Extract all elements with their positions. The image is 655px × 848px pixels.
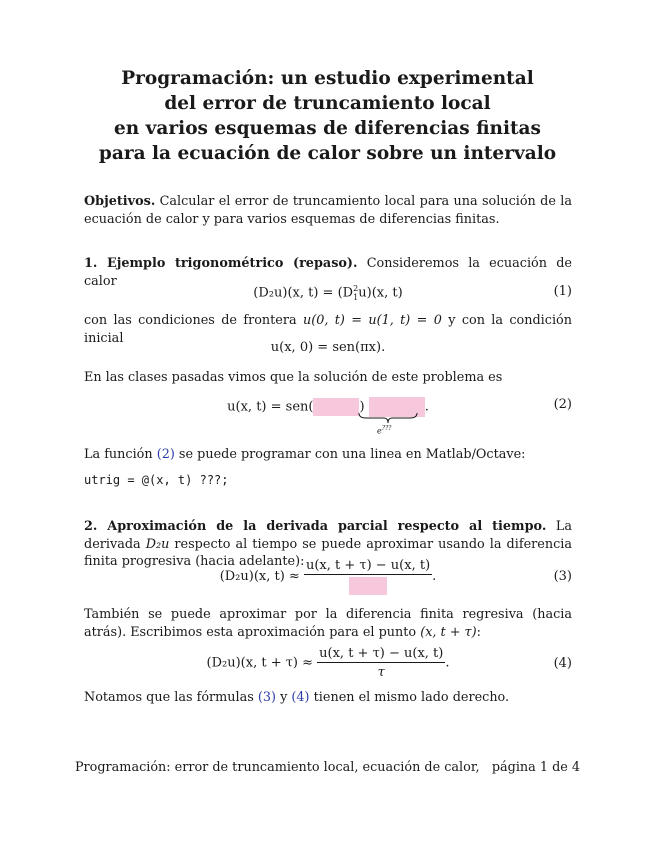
blank-denominator[interactable] xyxy=(349,577,387,595)
eq1-number: (1) xyxy=(553,284,572,299)
boundary-conditions-text: con las condiciones de frontera u(0, t) = u(1, t) = 0 y con la condición inicial xyxy=(84,313,572,346)
initial-condition-equation xyxy=(84,340,572,358)
equation-3 xyxy=(84,558,572,600)
eq3-lhs: (D₂u)(x, t) ≈ xyxy=(219,569,300,584)
eq1-rhs: u)(x, t) xyxy=(358,285,403,301)
eq3-end: . xyxy=(432,569,437,584)
page-title xyxy=(60,66,595,166)
title-line-2: del error de truncamiento local xyxy=(164,93,491,114)
equation-2 xyxy=(84,397,572,417)
eq4-lhs: (D₂u)(x, t + τ) ≈ xyxy=(206,655,314,671)
section2-heading: 2. Aproximación de la derivada parcial respecto al tiempo. xyxy=(84,519,547,534)
section2-intro: 2. Aproximación de la derivada parcial respecto al tiempo. La derivada D₂u respecto al tiempo se puede aproximar usando la diferencia finita progresiva (hacia adelante): xyxy=(84,519,572,569)
function-text: La función (2) se puede programar con una linea en Matlab/Octave: xyxy=(84,447,526,462)
code-snippet: utrig = @(x, t) ???; xyxy=(84,473,229,487)
eq4-fraction xyxy=(317,646,445,680)
eq3-numerator: u(x, t + τ) − u(x, t) xyxy=(305,558,431,573)
ref-eq3-link[interactable]: (3) xyxy=(257,690,277,705)
eq1-lhs: (D₂u)(x, t) = (D xyxy=(253,285,354,301)
title-line-3: en varios esquemas de diferencias finitas xyxy=(114,118,541,139)
note-text: Notamos que las fórmulas (3) y (4) tienen el mismo lado derecho. xyxy=(84,690,510,705)
title-line-4: para la ecuación de calor sobre un intervalo xyxy=(98,143,557,164)
eq4-end: . xyxy=(445,655,450,671)
eq2-lhs: u(x, t) = sen( xyxy=(227,399,314,415)
underbrace-label: e??? xyxy=(377,425,392,436)
section1-intro-text: Consideremos la ecuación de calor xyxy=(84,256,572,289)
objectives-text: Calcular el error de truncamiento local para una solución de la ecuación de calor y para varios esquemas de diferencias finitas. xyxy=(84,194,572,227)
footer-text: Programación: error de truncamiento local, ecuación de calor, xyxy=(74,760,480,775)
regressive-text: También se puede aproximar por la diferencia finita regresiva (hacia atrás). Escribimos esta aproximación para el punto (x, t + τ): xyxy=(84,607,572,640)
section1-heading: 1. Ejemplo trigonométrico (repaso). xyxy=(84,256,358,271)
eq2-end: . xyxy=(424,399,429,415)
solution-intro: En las clases pasadas vimos que la solución de este problema es xyxy=(84,370,503,385)
title-line-1: Programación: un estudio experimental xyxy=(121,68,534,89)
initial-condition: u(x, 0) = sen(πx). xyxy=(270,340,386,355)
eq3-number: (3) xyxy=(553,569,572,584)
eq4-denominator: τ xyxy=(377,665,385,680)
eq4-numerator: u(x, t + τ) − u(x, t) xyxy=(319,646,444,661)
eq2-close: ) xyxy=(359,399,365,415)
boundary-conditions-math: u(0, t) = u(1, t) = 0 xyxy=(302,313,442,328)
equation-1: (D₂u)(x, $t) = (D^2_1u)(x$, t) (1) xyxy=(253,284,572,302)
eq4-number: (4) xyxy=(553,656,572,671)
page-footer xyxy=(0,760,655,775)
underbrace xyxy=(358,412,418,424)
objectives-label: Objetivos. xyxy=(84,194,156,209)
ref-eq4-link[interactable]: (4) xyxy=(291,690,310,705)
equation-4 xyxy=(84,646,572,684)
eq2-number: (2) xyxy=(553,397,572,412)
objectives-paragraph xyxy=(84,193,572,228)
eq3-fraction xyxy=(304,558,432,595)
ref-eq2-link[interactable]: (2) xyxy=(156,447,175,462)
blank-argument[interactable] xyxy=(313,398,359,416)
footer-page-number: página 1 de 4 xyxy=(491,760,581,775)
